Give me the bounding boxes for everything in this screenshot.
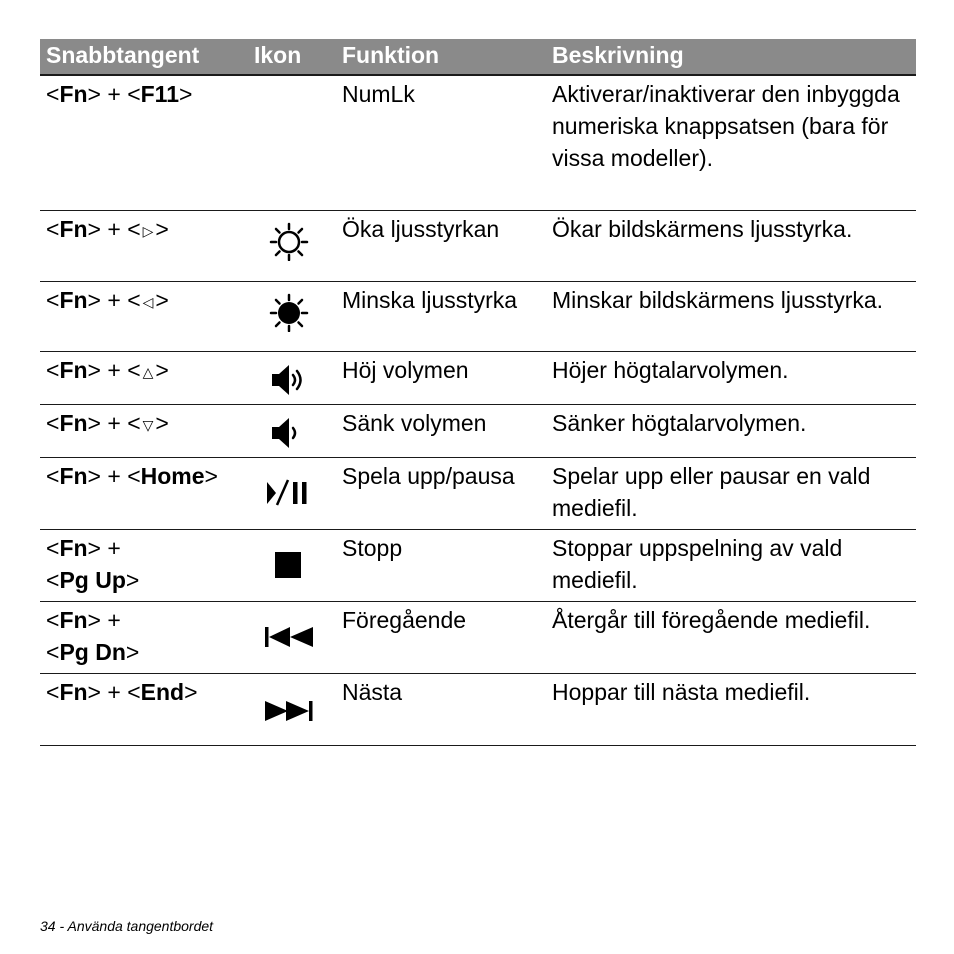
shortcut-cell: <Fn> + < ▽>: [46, 410, 169, 436]
table-row-volume-down: [40, 405, 916, 458]
description-cell: Sänker högtalarvolymen.: [552, 410, 807, 436]
description-cell: Återgår till föregående mediefil.: [552, 607, 871, 633]
function-cell: Stopp: [342, 535, 403, 561]
function-cell: Spela upp/pausa: [342, 463, 515, 489]
shortcut-cell: <Fn> + < ▷>: [46, 216, 169, 242]
table-header: [40, 39, 916, 76]
table-row-next: [40, 674, 916, 746]
table-row-volume-up: [40, 352, 916, 405]
stop-icon: [264, 544, 314, 584]
table-row-play-pause: [40, 458, 916, 530]
right-arrow-icon: ▷: [142, 223, 154, 239]
function-cell: NumLk: [342, 81, 415, 107]
description-cell: Höjer högtalarvolymen.: [552, 357, 789, 383]
header-icon: Ikon: [254, 42, 302, 68]
description-cell: Spelar upp eller pausar en vald mediefil.: [552, 463, 871, 521]
description-cell: Stoppar uppspelning av vald mediefil.: [552, 535, 843, 593]
description-cell: Hoppar till nästa mediefil.: [552, 679, 811, 705]
shortcut-cell: <Fn> + <F11>: [46, 81, 193, 107]
description-cell: Ökar bildskärmens ljusstyrka.: [552, 216, 853, 242]
up-arrow-icon: △: [142, 364, 154, 380]
volume-down-icon: [264, 413, 314, 453]
down-arrow-icon: ▽: [142, 417, 154, 433]
left-arrow-icon: ◁: [142, 294, 154, 310]
table-row-stop: [40, 530, 916, 602]
next-track-icon: [264, 692, 314, 732]
shortcut-table: [40, 39, 916, 746]
description-cell: Aktiverar/inaktiverar den inbyggda numeriska knappsatsen (bara för vissa modeller).: [552, 81, 900, 171]
table-row-numlk: [40, 76, 916, 211]
function-cell: Föregående: [342, 607, 467, 633]
header-description: Beskrivning: [552, 42, 684, 68]
shortcut-cell: <Fn> + < ◁>: [46, 287, 169, 313]
shortcut-cell: <Fn> + <End>: [46, 679, 198, 705]
function-cell: Minska ljusstyrka: [342, 287, 518, 313]
function-cell: Sänk volymen: [342, 410, 487, 436]
table-row-brightness-up: [40, 211, 916, 282]
header-shortcut: Snabbtangent: [46, 42, 200, 68]
brightness-down-icon: [264, 292, 314, 332]
shortcut-cell: <Fn> + < △>: [46, 357, 169, 383]
brightness-up-icon: [264, 221, 314, 261]
play-pause-icon: [264, 474, 314, 514]
previous-track-icon: [264, 618, 314, 658]
table-row-brightness-down: [40, 282, 916, 352]
function-cell: Nästa: [342, 679, 403, 705]
table-row-previous: [40, 602, 916, 674]
volume-up-icon: [264, 360, 314, 400]
shortcut-cell: <Fn> + <Pg Up>: [46, 535, 140, 593]
description-cell: Minskar bildskärmens ljusstyrka.: [552, 287, 884, 313]
header-function: Funktion: [342, 42, 440, 68]
shortcut-cell: <Fn> + <Home>: [46, 463, 218, 489]
function-cell: Öka ljusstyrkan: [342, 216, 500, 242]
function-cell: Höj volymen: [342, 357, 469, 383]
page-footer: 34 - Använda tangentbordet: [40, 918, 214, 934]
shortcut-cell: <Fn> + <Pg Dn>: [46, 607, 140, 665]
